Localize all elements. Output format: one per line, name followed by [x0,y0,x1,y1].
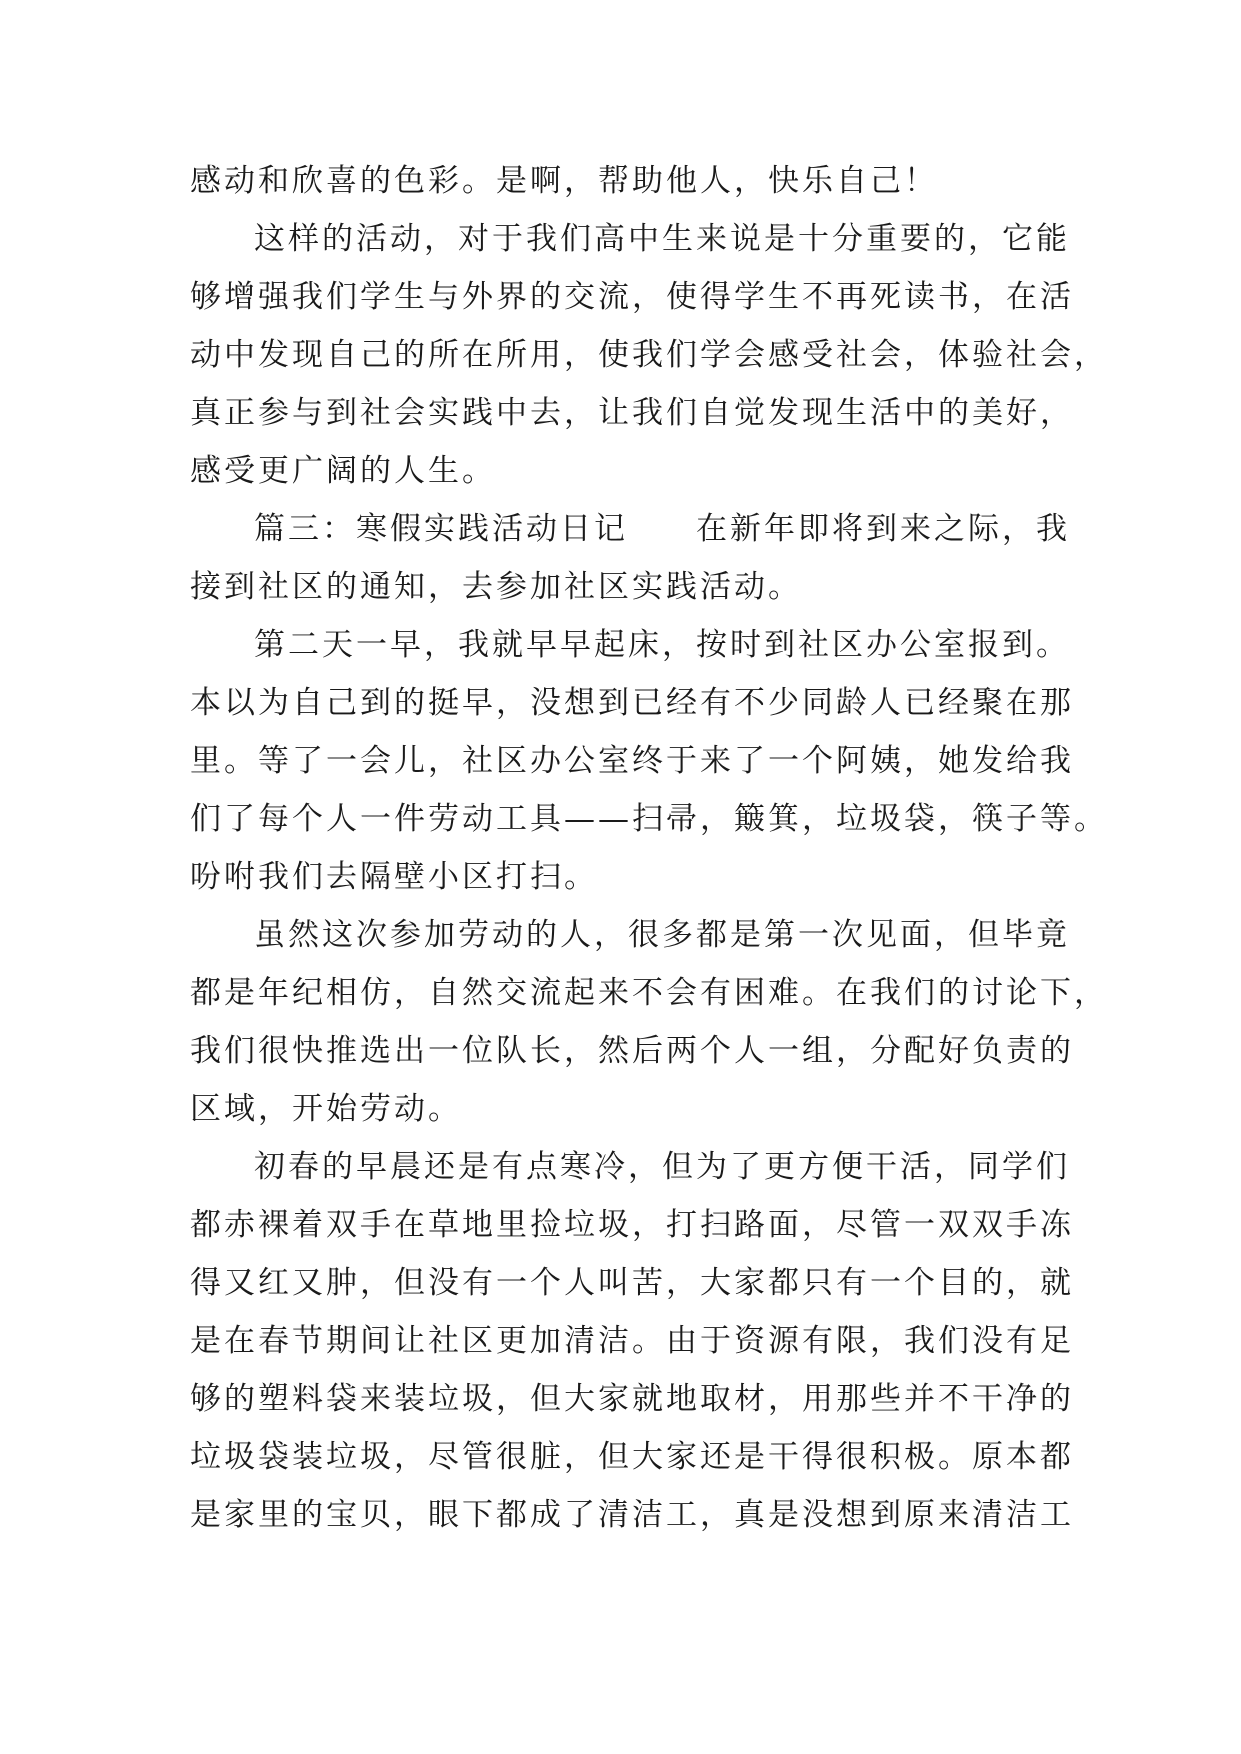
text-line: 们了每个人一件劳动工具——扫帚，簸箕，垃圾袋，筷子等。 [190,801,1108,837]
text-line: 都是年纪相仿，自然交流起来不会有困难。在我们的讨论下， [190,975,1108,1011]
text-line: 区域，开始劳动。 [190,1091,462,1127]
text-line: 够的塑料袋来装垃圾，但大家就地取材，用那些并不干净的 [190,1381,1074,1417]
text-line: 我们很快推选出一位队长，然后两个人一组，分配好负责的 [190,1033,1074,1069]
text-line: 真正参与到社会实践中去，让我们自觉发现生活中的美好， [190,395,1074,431]
text-line: 够增强我们学生与外界的交流，使得学生不再死读书，在活 [190,279,1074,315]
text-line: 吩咐我们去隔壁小区打扫。 [190,859,598,895]
text-line: 初春的早晨还是有点寒冷，但为了更方便干活，同学们 [254,1149,1070,1185]
text-line: 都赤裸着双手在草地里捡垃圾，打扫路面，尽管一双双手冻 [190,1207,1074,1243]
text-line: 感受更广阔的人生。 [190,453,496,489]
text-line: 篇三：寒假实践活动日记 在新年即将到来之际，我 [254,511,1070,547]
text-line: 这样的活动，对于我们高中生来说是十分重要的，它能 [254,221,1070,257]
text-line: 里。等了一会儿，社区办公室终于来了一个阿姨，她发给我 [190,743,1074,779]
text-line: 第二天一早，我就早早起床，按时到社区办公室报到。 [254,627,1070,663]
text-line: 本以为自己到的挺早，没想到已经有不少同龄人已经聚在那 [190,685,1074,721]
text-line: 虽然这次参加劳动的人，很多都是第一次见面，但毕竟 [254,917,1070,953]
text-line: 是家里的宝贝，眼下都成了清洁工，真是没想到原来清洁工 [190,1497,1074,1533]
text-line: 垃圾袋装垃圾，尽管很脏，但大家还是干得很积极。原本都 [190,1439,1074,1475]
text-line: 得又红又肿，但没有一个人叫苦，大家都只有一个目的，就 [190,1265,1074,1301]
text-line: 动中发现自己的所在所用，使我们学会感受社会，体验社会， [190,337,1108,373]
text-line: 接到社区的通知，去参加社区实践活动。 [190,569,802,605]
text-line: 是在春节期间让社区更加清洁。由于资源有限，我们没有足 [190,1323,1074,1359]
body-text [190,152,1108,1544]
text-line: 感动和欣喜的色彩。是啊，帮助他人，快乐自己！ [190,163,938,199]
